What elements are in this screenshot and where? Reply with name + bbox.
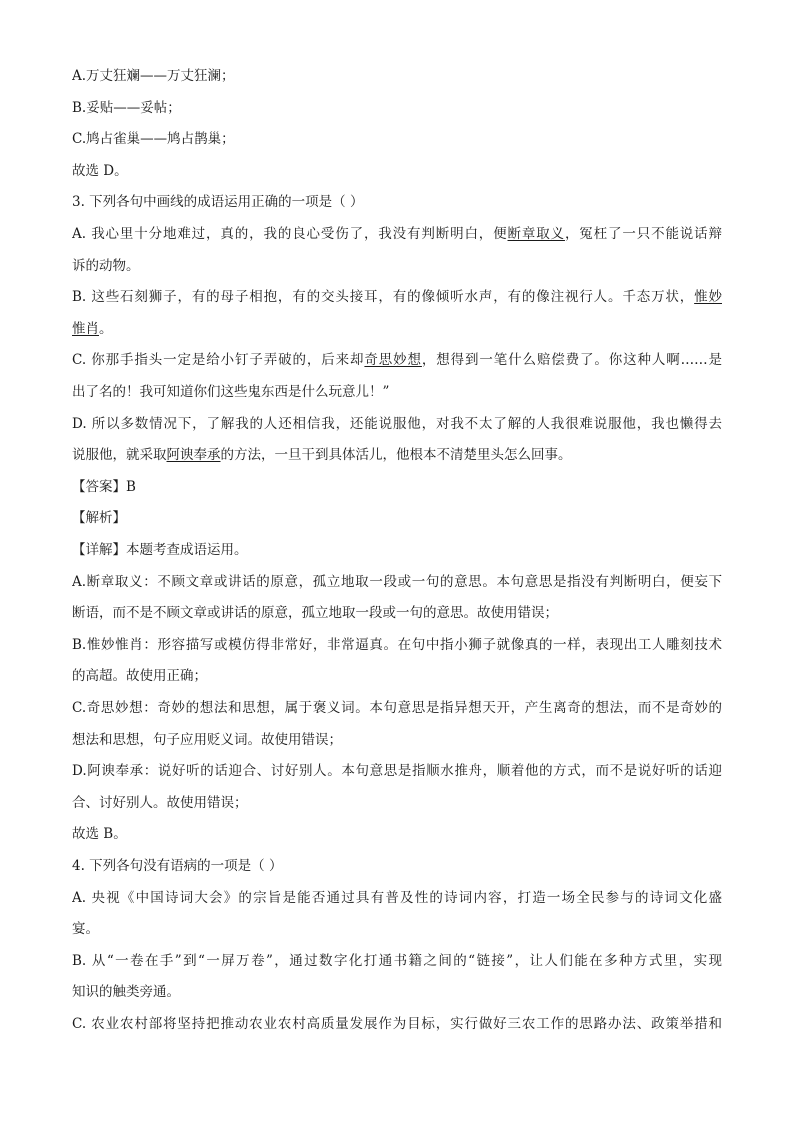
text-line	[72, 477, 722, 497]
text-segment: 的方法，一旦干到具体活儿，他根本不清楚里头怎么回事。	[220, 447, 572, 464]
text-segment: 想法和思想，句子应用贬义词。故使用错误；	[72, 731, 342, 748]
text-segment: A. 我心里十分地难过，真的，我的良心受伤了，我没有判断明白，便	[72, 226, 508, 242]
text-line	[72, 951, 722, 971]
underlined-idiom: 惟妙	[694, 289, 722, 306]
text-segment: B.惟妙惟肖：形容描写或模仿得非常好，非常逼真。在句中指小狮子就像真的一样，表现出工人雕刻技术	[72, 636, 722, 653]
text-segment: 合、讨好别人。故使用错误；	[72, 794, 248, 811]
text-line	[72, 635, 722, 655]
text-line	[72, 508, 722, 528]
text-segment: 4. 下列各句没有语病的一项是（ ）	[72, 858, 283, 874]
text-segment: ，冤枉了一只不能说话辩	[564, 226, 722, 242]
text-line	[72, 761, 722, 781]
underlined-idiom: 惟肖	[72, 320, 99, 337]
text-line	[72, 319, 722, 339]
text-line	[72, 793, 722, 813]
text-line	[72, 603, 722, 623]
section-tag: 【解析】	[72, 510, 126, 527]
text-line	[72, 129, 722, 149]
text-line	[72, 982, 722, 1002]
text-segment: 出了名的！我可知道你们这些鬼东西是什么玩意儿！”	[72, 384, 390, 400]
text-line	[72, 350, 722, 370]
text-line	[72, 287, 722, 307]
text-segment: C.鸠占雀巢——鸠占鹊巢；	[72, 131, 235, 148]
text-line	[72, 161, 722, 181]
text-line	[72, 414, 722, 434]
text-segment: 诉的动物。	[72, 257, 140, 274]
text-line	[72, 698, 722, 718]
text-segment: 故选 D。	[72, 162, 128, 179]
underlined-idiom: 阿谀奉承	[166, 447, 221, 464]
text-line	[72, 445, 722, 465]
text-line	[72, 256, 722, 276]
text-segment: A. 央视《中国诗词大会》的宗旨是能否通过具有普及性的诗词内容，打造一场全民参与的诗词文化盛	[72, 889, 722, 906]
text-line	[72, 540, 722, 560]
text-segment: B	[126, 478, 136, 495]
text-segment: A.断章取义：不顾文章或讲话的原意，孤立地取一段或一句的意思。本句意思是指没有判断明白，便妄下	[72, 573, 722, 590]
text-segment: C. 你那手指头一定是给小钉子弄破的，后来却	[72, 352, 365, 369]
text-segment: 。	[99, 320, 113, 337]
text-segment: B.妥贴——妥帖；	[72, 99, 181, 116]
text-segment: 知识的触类旁通。	[72, 984, 180, 1001]
underlined-idiom: 奇思妙想	[364, 352, 422, 369]
text-segment: D. 所以多数情况下，了解我的人还相信我，还能说服他，对我不太了解的人我很难说服他，我也懒得去	[72, 415, 722, 432]
text-segment: 3. 下列各句中画线的成语运用正确的一项是（ ）	[72, 194, 364, 211]
text-line	[72, 572, 722, 592]
text-line	[72, 856, 722, 876]
text-segment: ，想得到一笔什么赔偿费了。你这种人啊……是	[421, 352, 722, 369]
text-line	[72, 66, 722, 86]
text-line	[72, 919, 722, 939]
text-line	[72, 98, 722, 118]
text-line	[72, 192, 722, 212]
text-line	[72, 224, 722, 244]
text-line	[72, 824, 722, 844]
text-segment: D.阿谀奉承：说好听的话迎合、讨好别人。本句意思是指顺水推舟，顺着他的方式，而不是说好听的话迎	[72, 763, 722, 780]
text-segment: 故选 B。	[72, 826, 127, 843]
text-line	[72, 666, 722, 686]
text-line	[72, 888, 722, 908]
text-segment: 断语，而不是不顾文章或讲话的原意，孤立地取一段或一句的意思。故使用错误；	[72, 605, 558, 622]
text-segment: 宴。	[72, 921, 99, 938]
text-segment: C. 农业农村部将坚持把推动农业农村高质量发展作为目标，实行做好三农工作的思路办法、政策举措和	[72, 1016, 722, 1032]
section-tag: 【答案】	[72, 478, 126, 495]
text-line	[72, 382, 722, 402]
text-segment: A.万丈狂斓——万丈狂澜；	[72, 68, 235, 84]
text-segment: B. 这些石刻狮子，有的母子相抱，有的交头接耳，有的像倾听水声，有的像注视行人。千态万状，	[72, 289, 695, 306]
text-line	[72, 1014, 722, 1034]
underlined-idiom: 断章取义	[507, 226, 565, 242]
text-segment: 说服他，就采取	[72, 447, 167, 464]
text-segment: 的高超。故使用正确；	[72, 668, 207, 685]
text-segment: 【详解】本题考查成语运用。	[72, 542, 248, 558]
text-segment: C.奇思妙想：奇妙的想法和思想，属于褒义词。本句意思是指异想天开，产生离奇的想法，而不是奇妙的	[72, 700, 722, 716]
text-line	[72, 730, 722, 750]
text-segment: B. 从“一卷在手”到“一屏万卷”，通过数字化打通书籍之间的“链接”，让人们能在多种方式里，实现	[72, 952, 722, 969]
